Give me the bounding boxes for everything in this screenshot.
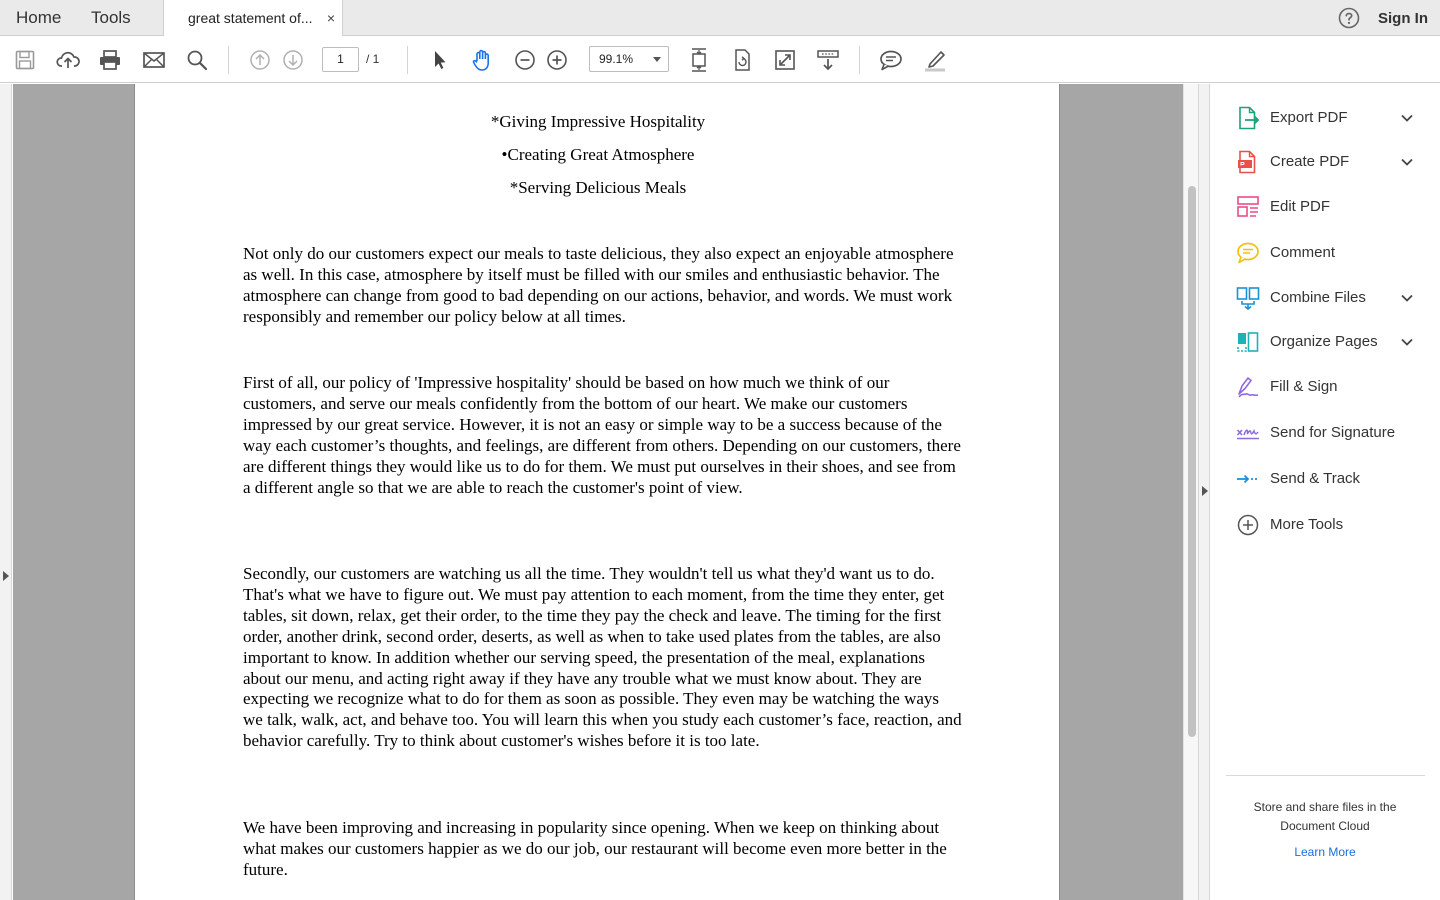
select-arrow-icon[interactable] [426,47,452,73]
upload-icon[interactable] [55,47,81,73]
hand-icon[interactable] [469,47,495,73]
tool-fill-sign[interactable] [1210,367,1440,407]
chevron-down-icon[interactable] [1400,111,1414,125]
edit-pdf-icon [1236,195,1260,219]
tool-label: More Tools [1270,516,1344,533]
zoom-select[interactable] [589,46,669,72]
search-icon[interactable] [184,47,210,73]
chevron-down-icon[interactable] [1400,335,1414,349]
menu-bar [0,0,1440,36]
chevron-right-icon [3,571,9,581]
tool-send-for-signature[interactable] [1210,413,1440,453]
tool-export-pdf[interactable] [1210,98,1440,138]
chevron-down-icon[interactable] [1400,291,1414,305]
read-mode-icon[interactable] [815,47,841,73]
save-icon[interactable] [12,47,38,73]
doc-paragraph: We have been improving and increasing in popularity since opening. When we keep on thinking about what makes our customers happier as we do our job, our restaurant will become even more better in the future. [243,818,947,879]
tool-label: Combine Files [1270,289,1366,306]
create-pdf-icon [1236,150,1260,174]
tool-edit-pdf[interactable] [1210,187,1440,227]
tool-create-pdf[interactable] [1210,142,1440,182]
help-icon[interactable] [1338,7,1360,29]
tool-label: Organize Pages [1270,333,1378,350]
tool-comment[interactable] [1210,233,1440,273]
pane-divider [1226,775,1425,776]
send-for-signature-icon [1236,421,1260,445]
export-pdf-icon [1236,106,1260,130]
left-panel-toggle[interactable] [0,84,12,900]
doc-paragraph: Secondly, our customers are watching us all the time. They wouldn't tell us what they'd want us to do. That's what we have to figure out. We must pay attention to each moment, from the time they enter, get tables, sit down, relax, get their order, to the time they pay the check and leave. The timing for the first order, another drink, second order, deserts, as well as when to take used plates from the tables, are also important to know. In addition whether our serving speed, the presentation of the meal, explanations about our menu, and acting right away if they have any trouble what we must know about. They are expecting we recognize what to do for them as soon as possible. They even may be watching the ways we talk, walk, act, and behave too. You will learn this when you study each customer’s face, reaction, and behavior carefully. Try to think about customer's wishes before it is too late. [243,564,962,751]
tool-label: Comment [1270,244,1336,261]
zoom-in-icon[interactable] [544,47,570,73]
tool-label: Send & Track [1270,470,1361,487]
highlight-icon[interactable] [922,47,948,73]
page-number-input[interactable]: 1 [322,47,359,72]
comment-icon[interactable] [878,47,904,73]
chevron-right-icon [1202,486,1208,496]
tools-pane [1210,84,1440,900]
combine-files-icon [1236,286,1260,310]
tool-organize-pages[interactable] [1210,322,1440,362]
document-tab[interactable] [163,0,343,37]
chevron-down-icon[interactable] [1400,155,1414,169]
chevron-down-icon [653,57,661,62]
vertical-scrollbar[interactable] [1183,84,1198,900]
toolbar-separator [228,46,229,74]
document-cloud-text: Store and share files in the Document Cloud [1253,800,1397,833]
toolbar-separator [859,46,860,74]
close-tab-icon[interactable]: × [326,10,335,26]
document-viewport[interactable] [13,84,1183,900]
zoom-value: 99.1% [599,52,634,66]
doc-paragraph: Not only do our customers expect our meals to taste delicious, they also expect an enjoyable atmosphere as well. In this case, atmosphere by itself must be filled with our smiles and enthusiastic behavior. The atmosphere can change from good to bad depending on our actions, behavior, and words. We must work responsibly and remember our policy below at all times. [243,244,954,326]
doc-heading: *Giving Impressive Hospitality [490,112,706,131]
page-up-icon[interactable] [247,47,273,73]
tool-send-track[interactable] [1210,459,1440,499]
document-tab-title[interactable]: great statement of... [188,10,313,26]
fill-sign-icon [1236,375,1260,399]
toolbar-separator [407,46,408,74]
rotate-icon[interactable] [729,47,755,73]
page-total: / 1 [366,52,380,66]
fit-page-icon[interactable] [686,47,712,73]
learn-more-link[interactable]: Learn More [1294,845,1356,859]
tool-label: Edit PDF [1270,198,1331,215]
comment-icon [1236,241,1260,265]
doc-heading: *Serving Delicious Meals [509,178,687,197]
nav-tools[interactable]: Tools [91,8,131,27]
send-track-icon [1236,467,1260,491]
tool-combine-files[interactable] [1210,278,1440,318]
toolbar [0,36,1440,83]
tool-label: Fill & Sign [1270,378,1338,395]
organize-pages-icon [1236,330,1260,354]
tool-label: Export PDF [1270,109,1348,126]
print-icon[interactable] [97,47,123,73]
tool-more-tools[interactable] [1210,505,1440,545]
nav-home[interactable]: Home [16,8,62,27]
page-down-icon[interactable] [280,47,306,73]
right-panel-toggle[interactable] [1198,84,1210,900]
doc-paragraph: First of all, our policy of 'Impressive hospitality' should be based on how much we think of our customers, and serve our meals confidently from the bottom of our heart. We make our customers impressed by our great service. However, it is not an easy or simple way to be a success because of the way each customer’s thoughts, and feelings, are different from others. Depending on our customers, there are different things they would like us to do for them. We must put ourselves in their shoes, and see from a different angle so that we are able to reach the customer's point of view. [243,373,961,497]
more-tools-icon [1236,513,1260,537]
tool-label: Send for Signature [1270,424,1396,441]
email-icon[interactable] [141,47,167,73]
doc-heading: •Creating Great Atmosphere [501,145,695,164]
pdf-page [134,84,1060,900]
scrollbar-thumb[interactable] [1188,186,1196,737]
full-screen-icon[interactable] [772,47,798,73]
tool-label: Create PDF [1270,153,1350,170]
zoom-out-icon[interactable] [512,47,538,73]
sign-in-link[interactable]: Sign In [1378,10,1428,27]
